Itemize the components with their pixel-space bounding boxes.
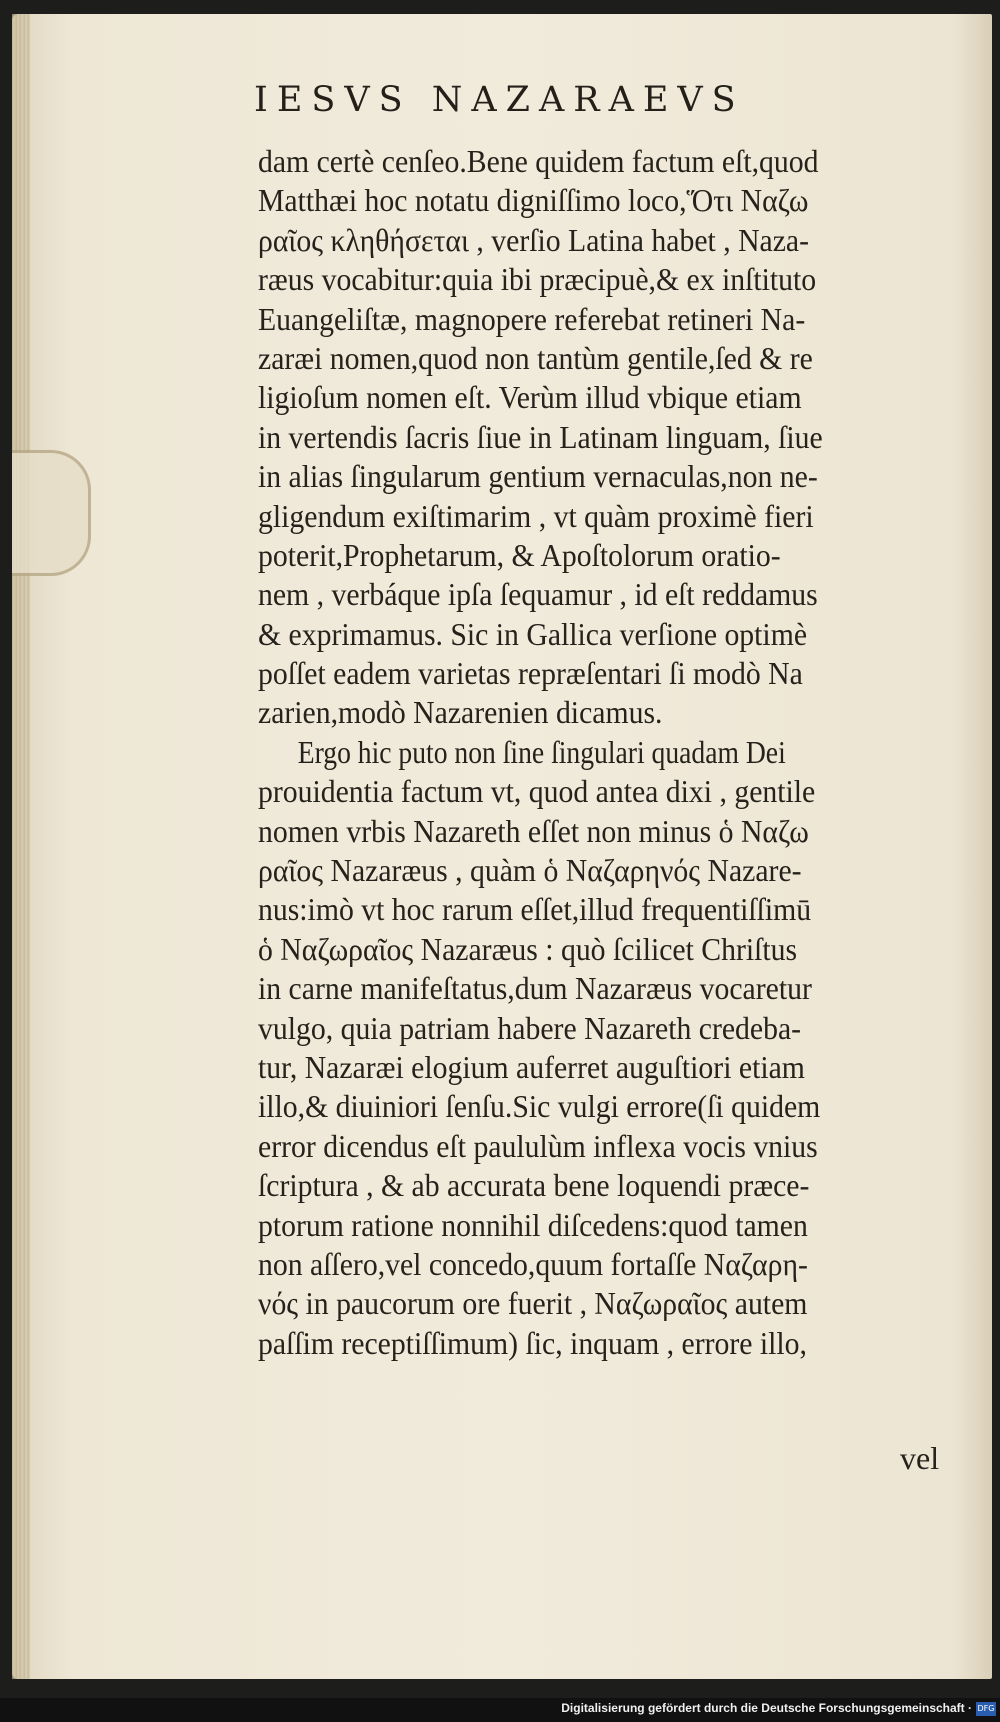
text-line: zarien,modò Nazarenien dicamus. [258,694,663,731]
text-line: nem , verbáque ipſa ſequamur , id eſt reddamus [258,576,818,613]
text-line: tur, Nazaræi elogium auferret auguſtiori etiam [258,1048,805,1085]
text-line: poſſet eadem varietas repræſentari ſi modò Na [258,655,803,692]
text-line: vulgo, quia patriam habere Nazareth credeba- [258,1009,802,1046]
text-line: dam certè cenſeo.Bene quidem factum eſt,quod [258,143,819,179]
text-line: nomen vrbis Nazareth eſſet non minus ὁ Ναζω [258,812,809,849]
text-line: nus:imò vt hoc rarum eſſet,illud frequentiſſimū [258,891,812,928]
running-header: IESVS NAZARAEVS [254,80,745,120]
text-line: gligendum exiſtimarim , vt quàm proximè fieri [258,497,814,534]
page-edge [12,14,30,1679]
text-line: ὁ Ναζωραῖος Nazaræus : quò ſcilicet Chriſtus [258,930,798,967]
text-line: Euangeliſtæ, magnopere referebat retineri Na- [258,300,806,337]
dfg-logo-icon: DFG [976,1702,996,1716]
footer-credit: Digitalisierung gefördert durch die Deutsche Forschungsgemeinschaft · [561,1701,972,1715]
text-line: νός in paucorum ore fuerit , Ναζωραῖος autem [258,1285,808,1322]
text-line: poterit,Prophetarum, & Apoſtolorum oratio- [258,536,781,573]
clasp-ring [12,450,91,576]
text-line: in carne manifeſtatus,dum Nazaræus vocaretur [258,970,812,1007]
text-line: prouidentia factum vt, quod antea dixi , gentile [258,773,816,810]
text-line: ræus vocabitur:quia ibi præcipuè,& ex inſtituto [258,261,817,298]
text-line: ραῖος κληθήσεται , verſio Latina habet , Naza- [258,221,810,258]
text-line: ligioſum nomen eſt. Verùm illud vbique etiam [258,379,802,416]
text-line: ραῖος Nazaræus , quàm ὁ Ναζαρηνός Nazare- [258,852,802,889]
text-line: in alias ſingularum gentium vernaculas,non ne- [258,458,818,495]
text-line: non aſſero,vel concedo,quum fortaſſe Ναζαρη- [258,1245,808,1282]
text-line: zaræi nomen,quod non tantùm gentile,ſed & re [258,339,813,376]
text-line: Ergo hic puto non ſine ſingulari quadam Dei [297,733,786,770]
text-line: ptorum ratione nonnihil diſcedens:quod tamen [258,1206,808,1243]
footer-bar [0,1698,1000,1722]
text-line: paſſim receptiſſimum) ſic, inquam , errore illo, [258,1324,807,1361]
text-line: & exprimamus. Sic in Gallica verſione optimè [258,615,808,652]
body-text [258,142,958,1363]
catchword: vel [900,1440,940,1476]
text-line: illo,& diuiniori ſenſu.Sic vulgi errore(ſi quidem [258,1088,821,1125]
text-line: error dicendus eſt paululùm inflexa vocis vnius [258,1127,818,1164]
text-line: in vertendis ſacris ſiue in Latinam linguam, ſiue [258,418,823,455]
text-line: Matthæi hoc notatu digniſſimo loco,Ὅτι Ναζω [258,182,809,219]
text-line: ſcriptura , & ab accurata bene loquendi præce- [258,1167,810,1204]
